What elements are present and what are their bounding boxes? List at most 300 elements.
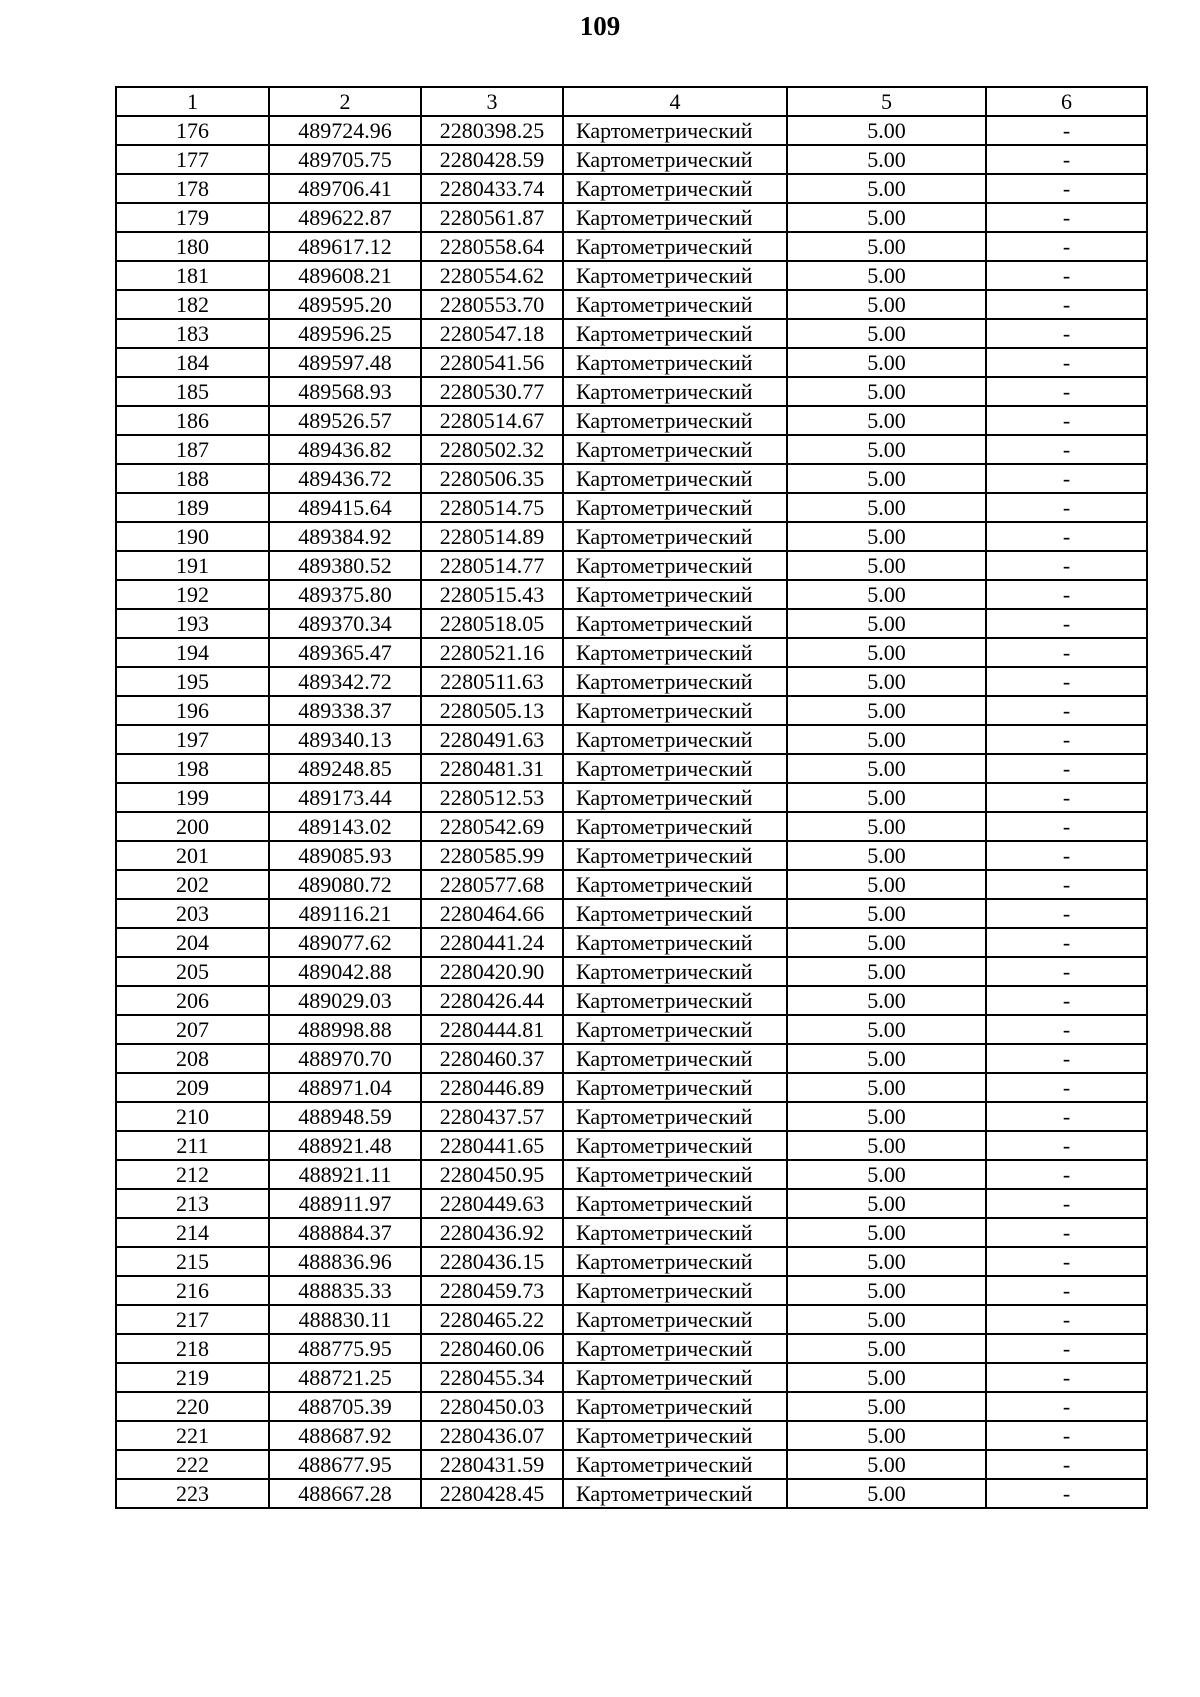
cell-method: Картометрический xyxy=(563,667,787,696)
cell-y-coordinate: 2280491.63 xyxy=(421,725,563,754)
table-row xyxy=(116,841,1147,870)
cell-point-number: 194 xyxy=(116,638,269,667)
cell-y-coordinate: 2280553.70 xyxy=(421,290,563,319)
cell-accuracy: 5.00 xyxy=(787,1334,986,1363)
table-row xyxy=(116,174,1147,203)
cell-y-coordinate: 2280426.44 xyxy=(421,986,563,1015)
cell-point-number: 202 xyxy=(116,870,269,899)
table-row xyxy=(116,464,1147,493)
cell-point-number: 191 xyxy=(116,551,269,580)
cell-x-coordinate: 489706.41 xyxy=(269,174,421,203)
cell-x-coordinate: 489077.62 xyxy=(269,928,421,957)
cell-point-number: 213 xyxy=(116,1189,269,1218)
cell-method: Картометрический xyxy=(563,870,787,899)
cell-point-number: 210 xyxy=(116,1102,269,1131)
cell-point-number: 220 xyxy=(116,1392,269,1421)
cell-accuracy: 5.00 xyxy=(787,841,986,870)
table-row xyxy=(116,1247,1147,1276)
cell-note: - xyxy=(986,957,1147,986)
table-row xyxy=(116,319,1147,348)
cell-accuracy: 5.00 xyxy=(787,696,986,725)
cell-y-coordinate: 2280444.81 xyxy=(421,1015,563,1044)
cell-note: - xyxy=(986,928,1147,957)
cell-note: - xyxy=(986,1218,1147,1247)
cell-point-number: 193 xyxy=(116,609,269,638)
cell-y-coordinate: 2280464.66 xyxy=(421,899,563,928)
cell-point-number: 204 xyxy=(116,928,269,957)
cell-y-coordinate: 2280514.67 xyxy=(421,406,563,435)
table-row xyxy=(116,522,1147,551)
cell-accuracy: 5.00 xyxy=(787,783,986,812)
cell-x-coordinate: 488884.37 xyxy=(269,1218,421,1247)
cell-note: - xyxy=(986,841,1147,870)
cell-point-number: 209 xyxy=(116,1073,269,1102)
cell-x-coordinate: 489384.92 xyxy=(269,522,421,551)
cell-note: - xyxy=(986,870,1147,899)
cell-y-coordinate: 2280502.32 xyxy=(421,435,563,464)
cell-y-coordinate: 2280460.06 xyxy=(421,1334,563,1363)
table-row xyxy=(116,667,1147,696)
cell-method: Картометрический xyxy=(563,580,787,609)
table-row xyxy=(116,232,1147,261)
cell-note: - xyxy=(986,667,1147,696)
cell-x-coordinate: 489080.72 xyxy=(269,870,421,899)
table-row xyxy=(116,812,1147,841)
cell-x-coordinate: 488998.88 xyxy=(269,1015,421,1044)
cell-point-number: 217 xyxy=(116,1305,269,1334)
cell-method: Картометрический xyxy=(563,957,787,986)
cell-accuracy: 5.00 xyxy=(787,725,986,754)
cell-y-coordinate: 2280441.24 xyxy=(421,928,563,957)
table-body xyxy=(116,116,1147,1508)
cell-accuracy: 5.00 xyxy=(787,928,986,957)
table-row xyxy=(116,986,1147,1015)
cell-x-coordinate: 488921.48 xyxy=(269,1131,421,1160)
cell-accuracy: 5.00 xyxy=(787,290,986,319)
cell-point-number: 176 xyxy=(116,116,269,145)
cell-y-coordinate: 2280459.73 xyxy=(421,1276,563,1305)
table-row xyxy=(116,609,1147,638)
cell-note: - xyxy=(986,1334,1147,1363)
cell-note: - xyxy=(986,1421,1147,1450)
cell-note: - xyxy=(986,1247,1147,1276)
cell-note: - xyxy=(986,290,1147,319)
table-row xyxy=(116,1131,1147,1160)
table-row xyxy=(116,435,1147,464)
table-row xyxy=(116,261,1147,290)
cell-note: - xyxy=(986,203,1147,232)
table-row xyxy=(116,1189,1147,1218)
cell-x-coordinate: 489375.80 xyxy=(269,580,421,609)
cell-note: - xyxy=(986,1131,1147,1160)
cell-x-coordinate: 489526.57 xyxy=(269,406,421,435)
cell-accuracy: 5.00 xyxy=(787,667,986,696)
table-row xyxy=(116,203,1147,232)
cell-note: - xyxy=(986,145,1147,174)
cell-method: Картометрический xyxy=(563,551,787,580)
cell-y-coordinate: 2280481.31 xyxy=(421,754,563,783)
cell-point-number: 201 xyxy=(116,841,269,870)
cell-note: - xyxy=(986,464,1147,493)
cell-method: Картометрический xyxy=(563,696,787,725)
cell-y-coordinate: 2280420.90 xyxy=(421,957,563,986)
cell-x-coordinate: 488705.39 xyxy=(269,1392,421,1421)
table-row xyxy=(116,957,1147,986)
cell-point-number: 205 xyxy=(116,957,269,986)
cell-y-coordinate: 2280561.87 xyxy=(421,203,563,232)
cell-point-number: 211 xyxy=(116,1131,269,1160)
table-row xyxy=(116,1450,1147,1479)
cell-accuracy: 5.00 xyxy=(787,1189,986,1218)
cell-note: - xyxy=(986,1305,1147,1334)
cell-note: - xyxy=(986,638,1147,667)
table-row xyxy=(116,928,1147,957)
cell-point-number: 207 xyxy=(116,1015,269,1044)
cell-x-coordinate: 489705.75 xyxy=(269,145,421,174)
cell-point-number: 189 xyxy=(116,493,269,522)
cell-method: Картометрический xyxy=(563,232,787,261)
column-header-5: 5 xyxy=(787,87,986,116)
table-row xyxy=(116,580,1147,609)
cell-y-coordinate: 2280436.92 xyxy=(421,1218,563,1247)
cell-accuracy: 5.00 xyxy=(787,1392,986,1421)
cell-method: Картометрический xyxy=(563,638,787,667)
cell-point-number: 184 xyxy=(116,348,269,377)
table-row xyxy=(116,1044,1147,1073)
cell-y-coordinate: 2280512.53 xyxy=(421,783,563,812)
cell-point-number: 216 xyxy=(116,1276,269,1305)
cell-y-coordinate: 2280514.89 xyxy=(421,522,563,551)
cell-accuracy: 5.00 xyxy=(787,232,986,261)
cell-method: Картометрический xyxy=(563,899,787,928)
cell-method: Картометрический xyxy=(563,1131,787,1160)
cell-x-coordinate: 489116.21 xyxy=(269,899,421,928)
table-row xyxy=(116,1015,1147,1044)
cell-accuracy: 5.00 xyxy=(787,957,986,986)
cell-note: - xyxy=(986,696,1147,725)
column-header-1: 1 xyxy=(116,87,269,116)
cell-x-coordinate: 488830.11 xyxy=(269,1305,421,1334)
cell-accuracy: 5.00 xyxy=(787,1247,986,1276)
coordinates-table xyxy=(115,86,1148,1509)
cell-method: Картометрический xyxy=(563,348,787,377)
cell-point-number: 187 xyxy=(116,435,269,464)
cell-x-coordinate: 489085.93 xyxy=(269,841,421,870)
table-row xyxy=(116,1102,1147,1131)
cell-y-coordinate: 2280437.57 xyxy=(421,1102,563,1131)
table-row xyxy=(116,348,1147,377)
table-row xyxy=(116,899,1147,928)
cell-accuracy: 5.00 xyxy=(787,1479,986,1508)
cell-x-coordinate: 488970.70 xyxy=(269,1044,421,1073)
cell-point-number: 199 xyxy=(116,783,269,812)
cell-note: - xyxy=(986,609,1147,638)
cell-y-coordinate: 2280441.65 xyxy=(421,1131,563,1160)
cell-accuracy: 5.00 xyxy=(787,1218,986,1247)
cell-method: Картометрический xyxy=(563,1276,787,1305)
cell-accuracy: 5.00 xyxy=(787,493,986,522)
cell-y-coordinate: 2280518.05 xyxy=(421,609,563,638)
cell-point-number: 206 xyxy=(116,986,269,1015)
table-row xyxy=(116,725,1147,754)
cell-accuracy: 5.00 xyxy=(787,203,986,232)
cell-point-number: 214 xyxy=(116,1218,269,1247)
cell-x-coordinate: 489436.82 xyxy=(269,435,421,464)
cell-method: Картометрический xyxy=(563,493,787,522)
table-row xyxy=(116,406,1147,435)
cell-point-number: 186 xyxy=(116,406,269,435)
cell-note: - xyxy=(986,435,1147,464)
cell-method: Картометрический xyxy=(563,1247,787,1276)
cell-y-coordinate: 2280449.63 xyxy=(421,1189,563,1218)
cell-method: Картометрический xyxy=(563,116,787,145)
cell-accuracy: 5.00 xyxy=(787,319,986,348)
cell-x-coordinate: 488836.96 xyxy=(269,1247,421,1276)
cell-method: Картометрический xyxy=(563,986,787,1015)
cell-x-coordinate: 489608.21 xyxy=(269,261,421,290)
cell-method: Картометрический xyxy=(563,1218,787,1247)
cell-note: - xyxy=(986,1189,1147,1218)
cell-x-coordinate: 488721.25 xyxy=(269,1363,421,1392)
cell-x-coordinate: 488835.33 xyxy=(269,1276,421,1305)
table-row xyxy=(116,1073,1147,1102)
cell-y-coordinate: 2280541.56 xyxy=(421,348,563,377)
cell-accuracy: 5.00 xyxy=(787,551,986,580)
table-row xyxy=(116,1334,1147,1363)
cell-y-coordinate: 2280433.74 xyxy=(421,174,563,203)
table-row xyxy=(116,290,1147,319)
cell-point-number: 223 xyxy=(116,1479,269,1508)
table-row xyxy=(116,1305,1147,1334)
cell-y-coordinate: 2280515.43 xyxy=(421,580,563,609)
cell-point-number: 181 xyxy=(116,261,269,290)
cell-y-coordinate: 2280511.63 xyxy=(421,667,563,696)
cell-accuracy: 5.00 xyxy=(787,638,986,667)
table-row xyxy=(116,1160,1147,1189)
cell-method: Картометрический xyxy=(563,1305,787,1334)
cell-method: Картометрический xyxy=(563,1189,787,1218)
cell-method: Картометрический xyxy=(563,203,787,232)
cell-y-coordinate: 2280398.25 xyxy=(421,116,563,145)
cell-y-coordinate: 2280585.99 xyxy=(421,841,563,870)
cell-accuracy: 5.00 xyxy=(787,1421,986,1450)
cell-method: Картометрический xyxy=(563,812,787,841)
cell-note: - xyxy=(986,232,1147,261)
cell-x-coordinate: 489415.64 xyxy=(269,493,421,522)
cell-x-coordinate: 488911.97 xyxy=(269,1189,421,1218)
cell-x-coordinate: 489724.96 xyxy=(269,116,421,145)
cell-point-number: 198 xyxy=(116,754,269,783)
cell-point-number: 190 xyxy=(116,522,269,551)
cell-x-coordinate: 489622.87 xyxy=(269,203,421,232)
cell-y-coordinate: 2280450.03 xyxy=(421,1392,563,1421)
table-row xyxy=(116,551,1147,580)
cell-note: - xyxy=(986,116,1147,145)
cell-x-coordinate: 489436.72 xyxy=(269,464,421,493)
cell-note: - xyxy=(986,899,1147,928)
cell-accuracy: 5.00 xyxy=(787,609,986,638)
cell-method: Картометрический xyxy=(563,725,787,754)
cell-accuracy: 5.00 xyxy=(787,377,986,406)
cell-accuracy: 5.00 xyxy=(787,580,986,609)
cell-accuracy: 5.00 xyxy=(787,1131,986,1160)
cell-accuracy: 5.00 xyxy=(787,1160,986,1189)
cell-x-coordinate: 488948.59 xyxy=(269,1102,421,1131)
cell-accuracy: 5.00 xyxy=(787,899,986,928)
cell-point-number: 178 xyxy=(116,174,269,203)
cell-note: - xyxy=(986,1479,1147,1508)
cell-point-number: 221 xyxy=(116,1421,269,1450)
cell-point-number: 180 xyxy=(116,232,269,261)
cell-y-coordinate: 2280431.59 xyxy=(421,1450,563,1479)
cell-method: Картометрический xyxy=(563,406,787,435)
cell-x-coordinate: 489380.52 xyxy=(269,551,421,580)
cell-point-number: 200 xyxy=(116,812,269,841)
cell-point-number: 212 xyxy=(116,1160,269,1189)
table-row xyxy=(116,783,1147,812)
cell-note: - xyxy=(986,986,1147,1015)
cell-accuracy: 5.00 xyxy=(787,174,986,203)
cell-method: Картометрический xyxy=(563,522,787,551)
cell-point-number: 179 xyxy=(116,203,269,232)
table-row xyxy=(116,1479,1147,1508)
cell-point-number: 222 xyxy=(116,1450,269,1479)
table-row xyxy=(116,1392,1147,1421)
cell-note: - xyxy=(986,522,1147,551)
cell-point-number: 182 xyxy=(116,290,269,319)
cell-note: - xyxy=(986,783,1147,812)
cell-accuracy: 5.00 xyxy=(787,754,986,783)
cell-y-coordinate: 2280514.77 xyxy=(421,551,563,580)
cell-accuracy: 5.00 xyxy=(787,1363,986,1392)
cell-accuracy: 5.00 xyxy=(787,116,986,145)
cell-y-coordinate: 2280577.68 xyxy=(421,870,563,899)
table-row xyxy=(116,1218,1147,1247)
cell-note: - xyxy=(986,551,1147,580)
cell-note: - xyxy=(986,1044,1147,1073)
cell-method: Картометрический xyxy=(563,1450,787,1479)
cell-note: - xyxy=(986,1450,1147,1479)
cell-x-coordinate: 488667.28 xyxy=(269,1479,421,1508)
cell-method: Картометрический xyxy=(563,377,787,406)
cell-method: Картометрический xyxy=(563,319,787,348)
cell-method: Картометрический xyxy=(563,261,787,290)
cell-point-number: 215 xyxy=(116,1247,269,1276)
cell-accuracy: 5.00 xyxy=(787,1450,986,1479)
cell-y-coordinate: 2280542.69 xyxy=(421,812,563,841)
cell-x-coordinate: 489042.88 xyxy=(269,957,421,986)
cell-point-number: 219 xyxy=(116,1363,269,1392)
table-row xyxy=(116,696,1147,725)
column-header-3: 3 xyxy=(421,87,563,116)
table-row xyxy=(116,493,1147,522)
cell-method: Картометрический xyxy=(563,841,787,870)
cell-x-coordinate: 489568.93 xyxy=(269,377,421,406)
cell-y-coordinate: 2280428.45 xyxy=(421,1479,563,1508)
table-header-row xyxy=(116,87,1147,116)
cell-note: - xyxy=(986,1392,1147,1421)
cell-y-coordinate: 2280506.35 xyxy=(421,464,563,493)
cell-accuracy: 5.00 xyxy=(787,1073,986,1102)
cell-y-coordinate: 2280521.16 xyxy=(421,638,563,667)
cell-x-coordinate: 489596.25 xyxy=(269,319,421,348)
cell-accuracy: 5.00 xyxy=(787,522,986,551)
cell-point-number: 188 xyxy=(116,464,269,493)
cell-point-number: 195 xyxy=(116,667,269,696)
table-row xyxy=(116,145,1147,174)
cell-point-number: 183 xyxy=(116,319,269,348)
cell-method: Картометрический xyxy=(563,1392,787,1421)
column-header-6: 6 xyxy=(986,87,1147,116)
cell-note: - xyxy=(986,493,1147,522)
cell-point-number: 197 xyxy=(116,725,269,754)
cell-y-coordinate: 2280455.34 xyxy=(421,1363,563,1392)
cell-method: Картометрический xyxy=(563,435,787,464)
cell-note: - xyxy=(986,725,1147,754)
cell-x-coordinate: 489370.34 xyxy=(269,609,421,638)
cell-point-number: 208 xyxy=(116,1044,269,1073)
cell-accuracy: 5.00 xyxy=(787,1044,986,1073)
cell-x-coordinate: 489029.03 xyxy=(269,986,421,1015)
cell-x-coordinate: 489143.02 xyxy=(269,812,421,841)
cell-y-coordinate: 2280436.15 xyxy=(421,1247,563,1276)
cell-note: - xyxy=(986,348,1147,377)
cell-method: Картометрический xyxy=(563,1015,787,1044)
cell-method: Картометрический xyxy=(563,754,787,783)
cell-x-coordinate: 488687.92 xyxy=(269,1421,421,1450)
column-header-2: 2 xyxy=(269,87,421,116)
cell-x-coordinate: 489340.13 xyxy=(269,725,421,754)
cell-note: - xyxy=(986,261,1147,290)
cell-note: - xyxy=(986,1073,1147,1102)
cell-note: - xyxy=(986,377,1147,406)
cell-accuracy: 5.00 xyxy=(787,261,986,290)
cell-x-coordinate: 488677.95 xyxy=(269,1450,421,1479)
cell-method: Картометрический xyxy=(563,290,787,319)
cell-y-coordinate: 2280428.59 xyxy=(421,145,563,174)
page-number: 109 xyxy=(579,11,621,41)
cell-note: - xyxy=(986,1276,1147,1305)
cell-point-number: 218 xyxy=(116,1334,269,1363)
cell-point-number: 185 xyxy=(116,377,269,406)
cell-y-coordinate: 2280514.75 xyxy=(421,493,563,522)
cell-note: - xyxy=(986,174,1147,203)
cell-accuracy: 5.00 xyxy=(787,1305,986,1334)
cell-method: Картометрический xyxy=(563,928,787,957)
cell-note: - xyxy=(986,1102,1147,1131)
table-row xyxy=(116,638,1147,667)
cell-x-coordinate: 489248.85 xyxy=(269,754,421,783)
cell-x-coordinate: 489338.37 xyxy=(269,696,421,725)
cell-method: Картометрический xyxy=(563,464,787,493)
cell-x-coordinate: 488775.95 xyxy=(269,1334,421,1363)
cell-method: Картометрический xyxy=(563,1479,787,1508)
cell-note: - xyxy=(986,1160,1147,1189)
cell-method: Картометрический xyxy=(563,609,787,638)
cell-y-coordinate: 2280530.77 xyxy=(421,377,563,406)
cell-y-coordinate: 2280465.22 xyxy=(421,1305,563,1334)
table-row xyxy=(116,1276,1147,1305)
column-header-4: 4 xyxy=(563,87,787,116)
cell-y-coordinate: 2280460.37 xyxy=(421,1044,563,1073)
cell-x-coordinate: 489342.72 xyxy=(269,667,421,696)
cell-note: - xyxy=(986,754,1147,783)
cell-x-coordinate: 488921.11 xyxy=(269,1160,421,1189)
cell-y-coordinate: 2280505.13 xyxy=(421,696,563,725)
table-row xyxy=(116,870,1147,899)
cell-y-coordinate: 2280547.18 xyxy=(421,319,563,348)
cell-accuracy: 5.00 xyxy=(787,1102,986,1131)
